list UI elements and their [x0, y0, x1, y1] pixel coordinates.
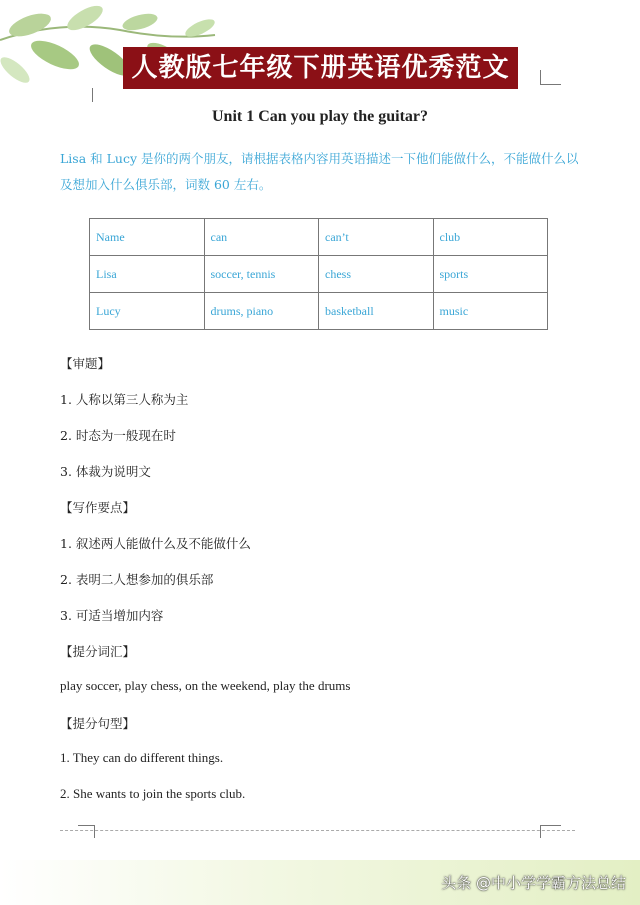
list-item: 1. 人称以第三人称为主 — [60, 392, 189, 407]
list-item: 1. 叙述两人能做什么及不能做什么 — [60, 536, 251, 551]
table-cell: drums, piano — [204, 293, 319, 330]
table-header-row — [90, 219, 548, 256]
table-cell: Lucy — [90, 293, 205, 330]
info-table — [89, 218, 548, 330]
section-heading-review: 【审题】 — [60, 356, 111, 371]
footer-divider — [60, 830, 575, 831]
vocab-text: play soccer, play chess, on the weekend, play the drums — [60, 678, 351, 693]
table-cell: chess — [319, 256, 434, 293]
list-item: 2. 时态为一般现在时 — [60, 428, 176, 443]
table-header-cell: Name — [90, 219, 205, 256]
list-item: 3. 可适当增加内容 — [60, 608, 164, 623]
table-header-cell: club — [433, 219, 548, 256]
table-cell: music — [433, 293, 548, 330]
table-cell: sports — [433, 256, 548, 293]
crop-mark-bottom-left — [78, 825, 95, 838]
table-header-cell: can’t — [319, 219, 434, 256]
list-item: 3. 体裁为说明文 — [60, 464, 151, 479]
list-item: 1. They can do different things. — [60, 750, 224, 765]
table-cell: Lisa — [90, 256, 205, 293]
crop-mark-bottom-right — [540, 825, 561, 838]
table-header-cell: can — [204, 219, 319, 256]
table-row — [90, 256, 548, 293]
table-cell: basketball — [319, 293, 434, 330]
section-heading-vocab: 【提分词汇】 — [60, 644, 136, 659]
table-cell: soccer, tennis — [204, 256, 319, 293]
list-item: 2. She wants to join the sports club. — [60, 786, 246, 801]
writing-prompt: Lisa 和 Lucy 是你的两个朋友，请根据表格内容用英语描述一下他们能做什么，不能做什么以及想加入什么俱乐部，词数 60 左右。 — [60, 151, 579, 192]
list-item: 2. 表明二人想参加的俱乐部 — [60, 572, 214, 587]
watermark-text: 头条 @中小学学霸方法总结 — [441, 874, 626, 892]
crop-mark-top-right — [540, 70, 561, 85]
table-row — [90, 293, 548, 330]
section-heading-points: 【写作要点】 — [60, 500, 136, 515]
section-heading-sentences: 【提分句型】 — [60, 716, 136, 731]
unit-title: Unit 1 Can you play the guitar? — [211, 108, 429, 125]
crop-mark-top-left — [92, 88, 101, 102]
document-banner-title: 人教版七年级下册英语优秀范文 — [123, 47, 518, 89]
